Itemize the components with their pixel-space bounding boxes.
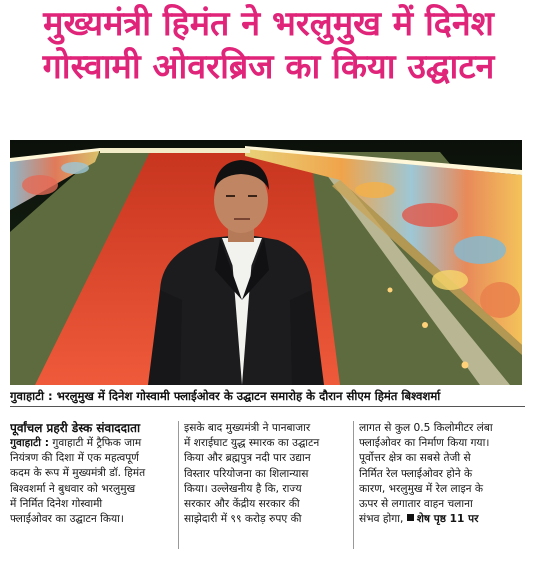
article-body (10, 421, 527, 551)
column-1-line-0: गुवाहाटी में ट्रैफिक जाम (48, 437, 142, 449)
column-1-line-4: में निर्मित दिनेश गोस्वामी (10, 497, 103, 510)
column-1-line-1: नियंत्रण की दिशा में एक महत्वपूर्ण (10, 452, 139, 465)
headline-line-2: गोस्वामी ओवरब्रिज का किया उद्घाटन (42, 46, 495, 87)
column-1-line-3: बिश्वशर्मा ने बुधवार को भरलुमुख (10, 482, 136, 495)
column-3-line-6: संभव होगा, (359, 513, 404, 526)
column-1-line-2: कदम के रूप में मुख्यमंत्री डॉ. हिमंत (10, 467, 146, 480)
column-divider-1 (178, 421, 179, 549)
column-3-line-0: लागत से कुल 0.5 किलोमीटर लंबा (359, 422, 493, 434)
column-3-line-1: फ्लाईओवर का निर्माण किया गया। (359, 437, 490, 450)
column-2-line-1: में शराईघाट युद्ध स्मारक का उद्घाटन (184, 437, 320, 450)
byline: पूर्वांचल प्रहरी डेस्क संवाददाता (10, 421, 141, 435)
continued-on-page-link[interactable] (407, 513, 479, 525)
column-3-line-3: निर्मित रेल फ्लाईओवर होने के (359, 467, 473, 480)
headline-line-1: मुख्यमंत्री हिमंत ने भरलुमुख में दिनेश (43, 4, 494, 44)
caption-divider (10, 406, 525, 407)
continued-label: शेष पृष्ठ 11 पर (416, 513, 479, 526)
article-column-1 (10, 421, 174, 551)
column-divider-2 (353, 421, 354, 549)
headline (0, 4, 537, 88)
article-column-3 (359, 421, 527, 551)
column-1-line-5: फ्लाईओवर का उद्घाटन किया। (10, 513, 124, 526)
square-bullet-icon (407, 514, 414, 521)
flyover-inauguration-photo (10, 140, 522, 385)
column-2-line-0: इसके बाद मुख्यमंत्री ने पानबाजार (184, 422, 311, 434)
dateline: गुवाहाटी : (10, 437, 49, 449)
column-2-line-3: विस्तार परियोजना का शिलान्यास (184, 467, 309, 480)
column-3-last-line (359, 512, 527, 527)
column-2-line-5: सरकार और केंद्रीय सरकार की (184, 498, 300, 511)
article-column-2 (184, 421, 348, 551)
column-2-line-2: किया और ब्रह्मपुत्र नदी पार उद्यान (184, 452, 311, 465)
column-3-line-5: ऊपर से लगातार वाहन चलाना (359, 498, 473, 511)
column-3-line-2: पूर्वोत्तर क्षेत्र का सबसे तेजी से (359, 452, 471, 465)
column-3-line-4: कारण, भरलुमुख में रेल लाइन के (359, 482, 484, 495)
column-2-line-4: किया। उल्लेखनीय है कि, राज्य (184, 482, 302, 495)
news-photo (10, 140, 522, 385)
column-1-first-line (10, 436, 174, 451)
column-2-line-6: साझेदारी में ९९ करोड़ रुपए की (184, 513, 302, 526)
photo-caption: गुवाहाटी : भरलुमुख में दिनेश गोस्वामी फ्लाईओवर के उद्घाटन समारोह के दौरान सीएम हिमंत बिश्वशर्मा (10, 389, 441, 403)
